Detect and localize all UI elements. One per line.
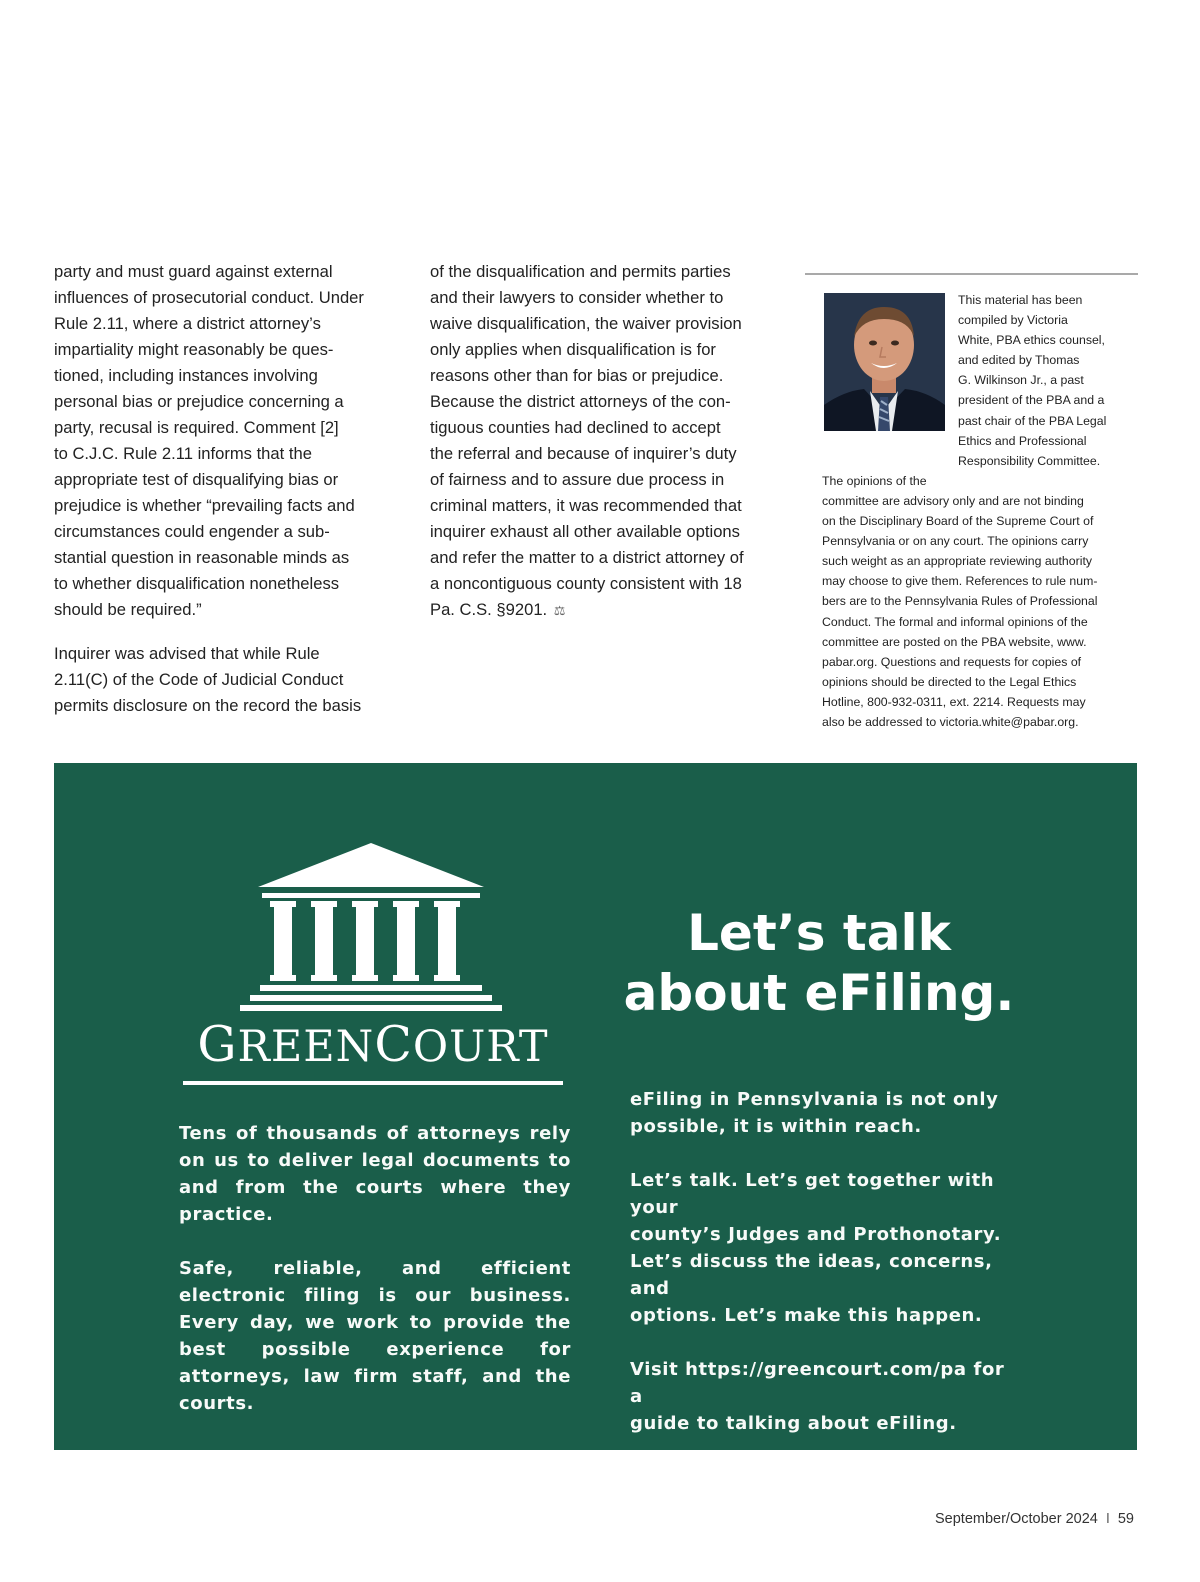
caption-line: Pennsylvania or on any court. The opinions carry bbox=[822, 534, 1089, 549]
page-footer bbox=[935, 1511, 1134, 1527]
caption-line: past chair of the PBA Legal bbox=[958, 413, 1107, 428]
caption-line: This material has been bbox=[958, 293, 1083, 307]
ad-paragraph: eFiling in Pennsylvania is not only possible, it is within reach. bbox=[630, 1089, 999, 1137]
ad-headline: Let’s talk about eFiling. bbox=[623, 904, 1015, 1022]
article-paragraph: party and must guard against external influences of prosecutorial conduct. Under Rule 2.11, where a district attorney’s impartiality might reasonably be ques- tioned, including instances involving personal bias or prejudice concerning a party, recusal is required. Comment [2] to C.J.C. Rule 2.11 informs that the appropriate test of disqualifying bias or prejudice is whether “prevailing facts and circumstances could engender a sub- stantial question in reasonable minds as to whether disqualification nonetheless should be required.” bbox=[54, 262, 364, 619]
footer-separator: I bbox=[1105, 1511, 1110, 1527]
end-mark-icon: ⚖ bbox=[553, 603, 566, 618]
wordmark-reen: REEN bbox=[237, 1022, 375, 1072]
wordmark-ourt: OURT bbox=[412, 1022, 549, 1072]
caption-line: on the Disciplinary Board of the Supreme Court of bbox=[822, 514, 1094, 529]
article-column-2 bbox=[430, 259, 775, 624]
caption-line: Hotline, 800-932-0311, ext. 2214. Requests may bbox=[822, 694, 1086, 709]
caption-line: Ethics and Professional bbox=[958, 433, 1087, 448]
caption-line: and edited by Thomas bbox=[958, 353, 1080, 368]
greencourt-advertisement bbox=[54, 763, 1137, 1450]
caption-line: Conduct. The formal and informal opinions of the bbox=[822, 614, 1088, 629]
ad-left-copy bbox=[179, 1120, 571, 1417]
article-paragraph-text: of the disqualification and permits parties and their lawyers to consider whether to waive disqualification, the waiver provision only applies when disqualification is for reasons other than for bias or prejudice. Because the district attorneys of the con- tiguous counties had declined to accept the referral and because of inquirer’s duty of fairness and to assure due process in criminal matters, it was recommended that inquirer exhaust all other available options and refer the matter to a district attorney of a noncontiguous county consistent with 18 Pa. C.S. §9201. bbox=[430, 262, 744, 619]
wordmark-initial-c: C bbox=[374, 1016, 413, 1073]
caption-line: compiled by Victoria bbox=[958, 313, 1068, 328]
ad-paragraph: Safe, reliable, and efficient electronic filing is our business. Every day, we work to provide the best possible experience for attorneys, law firm staff, and the courts. bbox=[179, 1258, 571, 1414]
caption-line: White, PBA ethics counsel, bbox=[958, 333, 1105, 348]
caption-line: opinions should be directed to the Legal Ethics bbox=[822, 674, 1077, 689]
ad-paragraph: Tens of thousands of attorneys rely on us to deliver legal documents to and from the courts where they practice. bbox=[179, 1123, 571, 1225]
caption-line: also be addressed to victoria.white@pabar.org. bbox=[822, 714, 1079, 729]
caption-line: committee are posted on the PBA website, www. bbox=[822, 634, 1087, 649]
article-paragraph: Inquirer was advised that while Rule 2.11(C) of the Code of Judicial Conduct permits disclosure on the record the basis bbox=[54, 644, 362, 715]
ad-paragraph: Let’s talk. Let’s get together with your county’s Judges and Prothonotary. Let’s discuss the ideas, concerns, and options. Let’s make this happen. bbox=[630, 1170, 1002, 1326]
issue-date: September/October 2024 bbox=[935, 1511, 1098, 1527]
sidebar-caption bbox=[822, 290, 1124, 732]
article-column-1 bbox=[54, 259, 394, 719]
caption-line: bers are to the Pennsylvania Rules of Professional bbox=[822, 594, 1098, 609]
caption-line: G. Wilkinson Jr., a past bbox=[958, 373, 1084, 388]
sidebar-divider bbox=[805, 273, 1138, 275]
caption-line: pabar.org. Questions and requests for copies of bbox=[822, 654, 1082, 669]
caption-line: such weight as an appropriate reviewing authority bbox=[822, 554, 1093, 569]
article-paragraph bbox=[430, 259, 775, 624]
page-number: 59 bbox=[1117, 1511, 1134, 1527]
caption-line: committee are advisory only and are not binding bbox=[822, 493, 1084, 508]
caption-line: Responsibility Committee. The opinions of the bbox=[822, 453, 1101, 488]
ad-paragraph: Visit https://greencourt.com/pa for a guide to talking about eFiling. bbox=[630, 1359, 1005, 1434]
wordmark-initial-g: G bbox=[197, 1016, 238, 1073]
caption-line: may choose to give them. References to rule num- bbox=[822, 574, 1098, 589]
caption-line: president of the PBA and a bbox=[958, 393, 1105, 408]
wordmark-underline bbox=[183, 1081, 563, 1085]
ad-right-copy bbox=[630, 1086, 1020, 1437]
greencourt-wordmark bbox=[182, 1016, 564, 1073]
headshot-spacer bbox=[822, 290, 958, 453]
